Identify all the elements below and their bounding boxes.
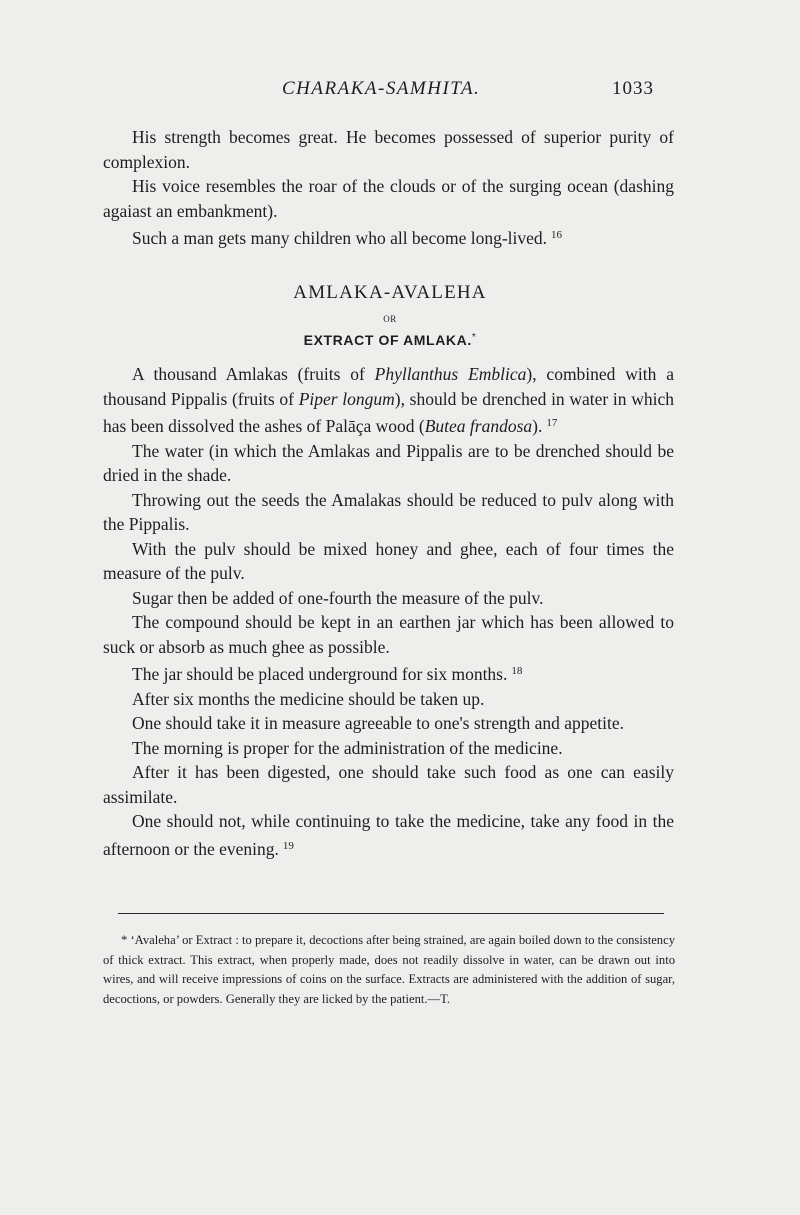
- text-run: ), combined with a thousand Pippalis (fruits of: [103, 364, 674, 409]
- paragraph: Throwing out the seeds the Amalakas should be reduced to pulv along with the Pippalis.: [103, 489, 674, 534]
- section-subtitle: [0, 332, 780, 348]
- footnote-marker: *: [471, 332, 477, 343]
- paragraph: One should take it in measure agreeable to one's strength and appetite.: [132, 713, 625, 733]
- paragraph: [103, 362, 674, 439]
- paragraph: After six months the medicine should be taken up.: [132, 688, 485, 709]
- text-run: ).: [532, 416, 543, 436]
- section-or: OR: [383, 314, 397, 324]
- opening-text-block: [103, 125, 674, 251]
- paragraph: [103, 809, 674, 861]
- botanical-name: Phyllanthus Emblica: [374, 364, 527, 384]
- paragraph: The compound should be kept in an earthen jar which has been allowed to suck or absorb as much ghee as possible.: [103, 612, 674, 657]
- footnote-divider: [118, 913, 664, 914]
- recipe-text-block: [103, 362, 674, 861]
- botanical-name: Butea frandosa: [424, 416, 533, 436]
- paragraph: After it has been digested, one should take such food as one can easily assimilate.: [103, 762, 674, 807]
- verse-number: 19: [282, 839, 294, 852]
- footnote: * ‘Avaleha’ or Extract : to prepare it, decoctions after being strained, are again boiled down to the consistency of thick extract. This extract, when properly made, does not readily dissolve in water, can be drawn out into wires, and will receive impressions of coins on the surface. Extracts are administered with the addition of sugar, decoctions, or powders. Generally they are licked by the patient.—T.: [103, 933, 675, 1006]
- paragraph: Sugar then be added of one-fourth the measure of the pulv.: [132, 587, 544, 608]
- paragraph: His strength becomes great. He becomes possessed of superior purity of complexion.: [103, 127, 674, 172]
- paragraph: [103, 659, 674, 687]
- section-subtitle-text: EXTRACT OF AMLAKA.: [303, 332, 472, 348]
- verse-number: 17: [546, 417, 558, 429]
- section-title: AMLAKA-AVALEHA: [293, 282, 487, 303]
- paragraph-text: Such a man gets many children who all become long-lived.: [132, 228, 548, 248]
- running-title: CHARAKA-SAMHITA.: [282, 78, 481, 99]
- text-run: A thousand Amlakas (fruits of: [132, 364, 375, 384]
- botanical-name: Piper longum: [298, 388, 395, 409]
- paragraph: The morning is proper for the administration of the medicine.: [132, 737, 563, 758]
- paragraph: [103, 223, 674, 251]
- paragraph: The water (in which the Amlakas and Pippalis are to be drenched should be dried in the shade.: [103, 440, 674, 485]
- paragraph: His voice resembles the roar of the clouds or of the surging ocean (dashing agaiast an embankment).: [103, 176, 674, 221]
- verse-number: 18: [511, 665, 523, 677]
- running-head: [0, 78, 800, 104]
- text-run: ), should be drenched in water in which has been dissolved the ashes of Palāça wood (: [103, 388, 674, 436]
- page-number: 1033: [612, 78, 654, 99]
- paragraph: With the pulv should be mixed honey and ghee, each of four times the measure of the pulv.: [103, 538, 674, 583]
- verse-number: 16: [551, 229, 563, 241]
- paragraph-text: The jar should be placed underground for six months.: [132, 664, 508, 684]
- paragraph-text: One should not, while continuing to take the medicine, take any food in the afternoon or the evening.: [103, 811, 674, 859]
